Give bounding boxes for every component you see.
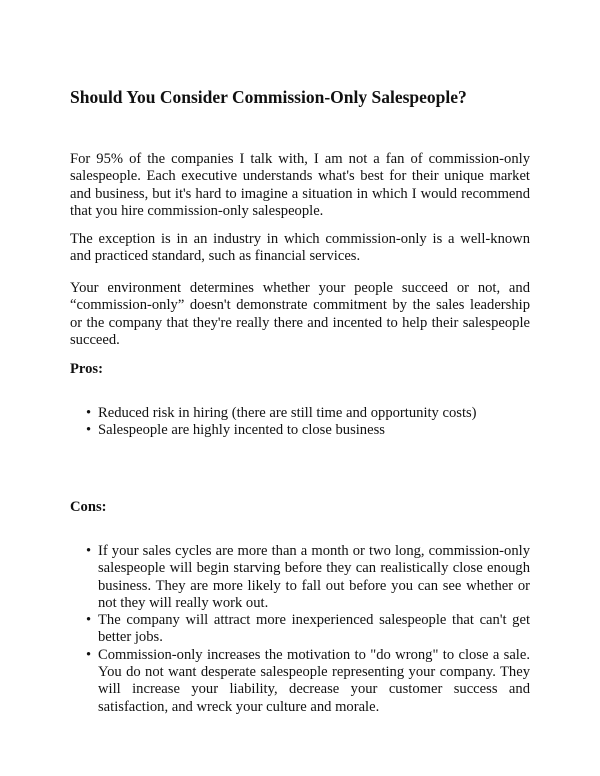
bullet-icon: • <box>86 612 92 629</box>
cons-item-text: If your sales cycles are more than a month or two long, commission-only salespeople will begin starving before they can realistically close enough business. They are more likely to fall out before you can see whether or not they will really work out. <box>98 543 530 611</box>
page-title: Should You Consider Commission-Only Salespeople? <box>70 87 467 107</box>
cons-list <box>70 543 530 716</box>
environment-paragraph: Your environment determines whether your people succeed or not, and “commission-only” doesn't demonstrate commitment by the sales leadership or the company that they're really there and incented to help their salespeople succeed. <box>70 280 530 348</box>
pros-list <box>70 405 530 440</box>
cons-heading: Cons: <box>70 499 107 515</box>
list-item <box>70 405 530 422</box>
pros-item-text: Salespeople are highly incented to close business <box>98 422 385 439</box>
cons-item-text: Commission-only increases the motivation to "do wrong" to close a sale. You do not want desperate salespeople representing your company. They will increase your liability, decrease your customer success and satisfaction, and wreck your culture and morale. <box>98 646 530 715</box>
list-item <box>70 647 530 716</box>
pros-heading: Pros: <box>70 361 103 377</box>
bullet-icon: • <box>86 646 92 663</box>
list-item <box>70 422 530 439</box>
bullet-icon: • <box>86 422 92 439</box>
intro-paragraph: For 95% of the companies I talk with, I am not a fan of commission-only salespeople. Each executive understands what's best for their unique market and business, but it's hard to imagine a situation in which I would recommend that you hire commission-only salespeople. <box>70 151 530 219</box>
pros-item-text: Reduced risk in hiring (there are still time and opportunity costs) <box>98 405 477 421</box>
list-item <box>70 612 530 647</box>
bullet-icon: • <box>86 405 92 421</box>
list-item <box>70 543 530 612</box>
bullet-icon: • <box>86 543 92 559</box>
exception-paragraph: The exception is in an industry in which commission-only is a well-known and practiced standard, such as financial services. <box>70 231 530 265</box>
cons-item-text: The company will attract more inexperienced salespeople that can't get better jobs. <box>98 612 530 646</box>
